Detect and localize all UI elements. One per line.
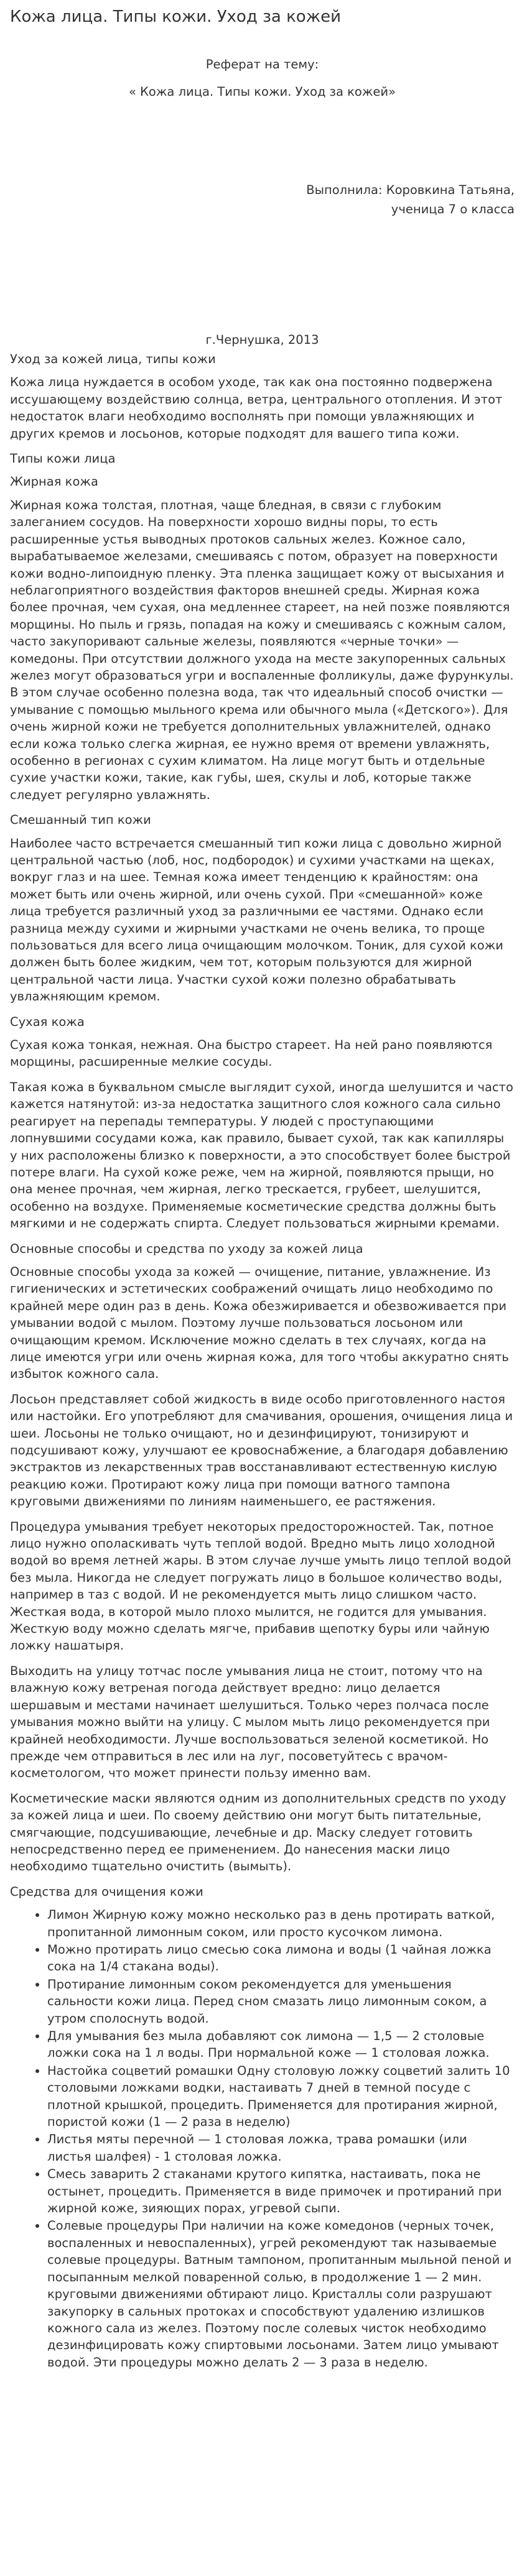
heading-mixed-skin: Смешанный тип кожи xyxy=(10,813,151,828)
heading-cleansing: Средства для очищения кожи xyxy=(10,1884,203,1899)
list-item: • Смесь заварить 2 стаканами крутого кипятка, настаивать, пока не остынет, процедить. Применяется в виде примочек и протираний при жирной коже, зияющих порах, угревой сыпи. xyxy=(47,2166,515,2217)
referat-label: Реферат на тему: xyxy=(205,57,319,72)
paragraph-mixed-skin: Наиболее часто встречается смешанный тип кожи лица с довольно жирной центральной частью (лоб, нос, подбородок) и сухими участками на щеках, вокруг глаз и на шее. Темная кожа имеет тенденцию к крайностям: она может быть или очень жирной, или очень сухой. При «смешанной» коже лица требуется различный уход за различными ее частями. Однако если разница между сухими и жирными участками не очень велика, то проще пользоваться для всего лица очищающим молочком. Тоник, для сухой кожи должен быть более жидким, чем тот, которым пользуются для жирной центральной части лица. Участки сухой кожи полезно обрабатывать увлажняющим кремом. xyxy=(10,836,503,1004)
heading-skin-types: Типы кожи лица xyxy=(10,451,116,466)
paragraph-care-methods: Основные способы ухода за кожей — очищение, питание, увлажнение. Из гигиенических и эстетических соображений очищать лицо необходимо по крайней мере один раз в день. Кожа обезжиривается и обезвоживается при умывании водой с мылом. Поэтому лучше пользоваться лосьоном или очищающим кремом. Исключение можно сделать в тех случаях, когда на лице имеются угри или очень жирная кожа, для того чтобы аккуратно снять избыток кожного сала. xyxy=(10,1264,509,1382)
list-item: • Лимон Жирную кожу можно несколько раз в день протирать ваткой, пропитанной лимонным соком, или просто кусочком лимона. xyxy=(47,1906,515,1941)
paragraph-washing: Процедура умывания требует некоторых предосторожностей. Так, потное лицо нужно ополаскивать чуть теплой водой. Вредно мыть лицо холодной водой во время летней жары. В этом случае лучше умыть лицо теплой водой без мыла. Никогда не следует погружать лицо в большое количество воды, например в таз с водой. И не рекомендуется мыть лицо слишком часто. Жесткая вода, в которой мыло плохо мылится, не годится для умывания. Жесткую воду можно сделать мягче, прибавив щепотку буры или чайную ложку нашатыря. xyxy=(10,1519,511,1653)
list-item: • Для умывания без мыла добавляют сок лимона — 1,5 — 2 столовые ложки сока на 1 л воды. При нормальной коже — 1 столовая ложка. xyxy=(47,2028,515,2062)
page-title: Кожа лица. Типы кожи. Уход за кожей xyxy=(10,7,342,26)
paragraph-masks: Косметические маски являются одним из дополнительных средств по уходу за кожей лица и шеи. По своему действию они могут быть питательные, смягчающие, подсушивающие, лечебные и др. Маску следует готовить непосредственно перед ее применением. До нанесения маски лицо необходимо тщательно очистить (вымыть). xyxy=(10,1791,506,1874)
list-item: • Солевые процедуры При наличии на коже комедонов (черных точек, воспаленных и невоспаленных), угрей рекомендуют так называемые солевые процедуры. Ватным тампоном, пропитанным мыльной пеной и посыпанным мелкой поваренной солью, в продолжение 1 — 2 мин. круговыми движениями обтирают лицо. Кристаллы соли разрушают закупорку в сальных протоках и способствуют удалению излишков кожного сала из желез. Поэтому после солевых чисток необходимо дезинфицировать кожу спиртовыми лосьонами. Затем лицо умывают водой. Эти процедуры можно делать 2 — 3 раза в неделю. xyxy=(47,2217,515,2371)
paragraph-dry-skin-1: Сухая кожа тонкая, нежная. Она быстро стареет. На ней рано появляются морщины, расширенные мелкие сосуды. xyxy=(10,1038,493,1069)
heading-oily-skin: Жирная кожа xyxy=(10,474,98,489)
paragraph-intro: Кожа лица нуждается в особом уходе, так как она постоянно подвержена иссушающему воздействию солнца, ветра, центрального отопления. И этот недостаток влаги необходимо восполнять при помощи увлажняющих и других кремов и лосьонов, которые подходят для вашего типа кожи. xyxy=(10,375,503,441)
list-item: • Настойка соцветий ромашки Одну столовую ложку соцветий залить 10 столовыми ложками водки, настаивать 7 дней в темной посуде с плотной крышкой, процедить. Применяется для протирания жирной, пористой кожи (1 — 2 раза в неделю) xyxy=(47,2062,515,2131)
author-line: Выполнила: Коровкина Татьяна, xyxy=(306,182,515,197)
city-year: г.Чернушка, 2013 xyxy=(205,332,319,347)
list-item: • Протирание лимонным соком рекомендуется для уменьшения сальности кожи лица. Перед сном смазать лицо лимонным соком, а утром сполоснуть водой. xyxy=(47,1976,515,2027)
paragraph-dry-skin-2: Такая кожа в буквальном смысле выглядит сухой, иногда шелушится и часто кажется натянутой: из-за недостатка защитного слоя кожного сала сильно реагирует на перепады температуры. У людей с проступающими лопнувшими сосудами кожа, как правило, бывает сухой, так как капилляры у них расположены близко к поверхности, а это способствует более быстрой потере влаги. На сухой коже реже, чем на жирной, появляются прыщи, но она менее прочная, чем жирная, легко трескается, грубеет, шелушится, особенно на воздухе. Применяемые косметические средства должны быть мягкими и не содержать спирта. Следует пользоваться жирными кремами. xyxy=(10,1079,513,1231)
heading-dry-skin: Сухая кожа xyxy=(10,1014,85,1029)
heading-care-methods: Основные способы и средства по уходу за кожей лица xyxy=(10,1241,363,1256)
class-line: ученица 7 о класса xyxy=(391,202,515,217)
referat-topic: « Кожа лица. Типы кожи. Уход за кожей» xyxy=(128,85,396,99)
paragraph-oily-skin: Жирная кожа толстая, плотная, чаще бледная, в связи с глубоким залеганием сосудов. На поверхности хорошо видны поры, то есть расширенные устья выводных протоков сальных желез. Кожное сало, вырабатываемое железами, смешиваясь с потом, образует на поверхности кожи водно-липоидную пленку. Эта пленка защищает кожу от высыхания и неблагоприятного воздействия факторов внешней среды. Жирная кожа более прочная, чем сухая, она медленнее стареет, на ней позже появляются морщины. Но пыль и грязь, попадая на кожу и смешиваясь с кожным салом, часто закупоривают сальные железы, появляются «черные точки» — комедоны. При отсутствии должного ухода на месте закупоренных сальных желез могут образоваться угри и воспаленные фолликулы, даже фурункулы. В этом случае особенно полезна вода, так что идеальный способ очистки — умывание с помощью мыльного крема или обычного мыла («Детского»). Для очень жирной кожи не требуется дополнительных увлажнителей, однако если кожа только слегка жирная, ее нужно время от времени увлажнять, особенно в регионах с сухим климатом. На лице могут быть и отдельные сухие участки кожи, такие, как губы, шея, скулы и лоб, которые также следует регулярно увлажнять. xyxy=(10,497,514,802)
heading-care: Уход за кожей лица, типы кожи xyxy=(10,352,216,367)
paragraph-lotions: Лосьон представляет собой жидкость в виде особо приготовленного настоя или настойки. Его употребляют для смачивания, орошения, очищения лица и шеи. Лосьоны не только очищают, но и дезинфицируют, тонизируют и подсушивают кожу, улучшают ее кровоснабжение, а благодаря добавлению экстрактов из лекарственных трав восстанавливают естественную кислую реакцию кожи. Протирают кожу лица при помощи ватного тампона круговыми движениями по линиям наименьшего, ее растяжения. xyxy=(10,1392,513,1509)
cleansing-list xyxy=(10,1906,515,2371)
list-item: • Листья мяты перечной — 1 столовая ложка, трава ромашки (или листья шалфея) - 1 столовая ложка. xyxy=(47,2131,515,2165)
list-item: • Можно протирать лицо смесью сока лимона и воды (1 чайная ложка сока на 1/4 стакана воды). xyxy=(47,1941,515,1975)
paragraph-going-outside: Выходить на улицу тотчас после умывания лица не стоит, потому что на влажную кожу ветреная погода действует вредно: лицо делается шершавым и местами начинает шелушиться. Только через полчаса после умывания можно выйти на улицу. С мылом мыть лицо рекомендуется при крайней необходимости. Лучше воспользоваться зеленой косметикой. Но прежде чем отправиться в лес или на луг, посоветуйтесь с врачом-косметологом, что может принести пользу именно вам. xyxy=(10,1663,490,1781)
